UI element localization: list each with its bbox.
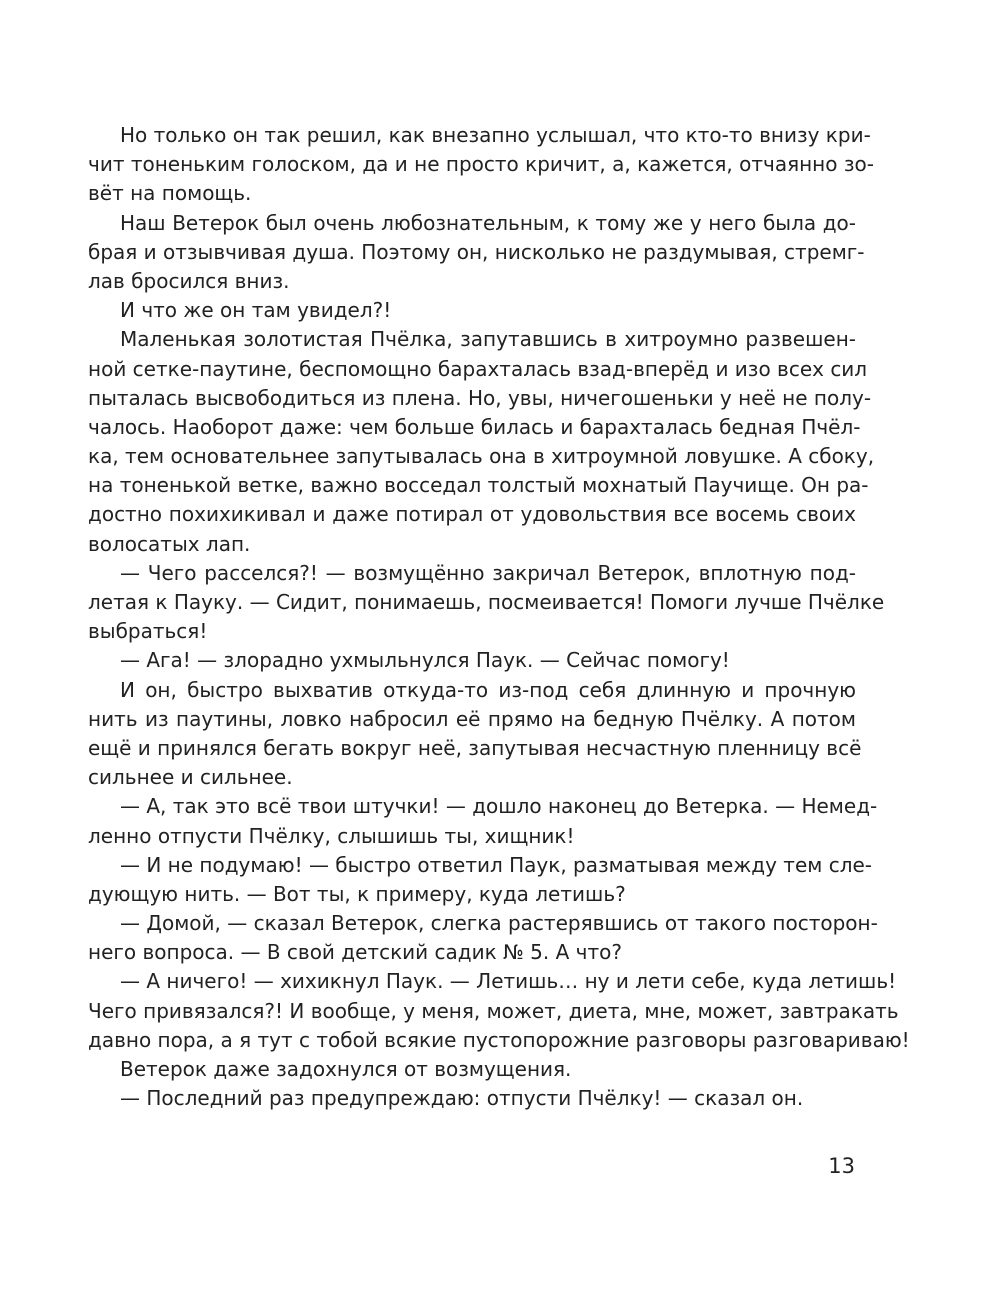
page-number: 13 [828, 1154, 855, 1178]
text-line: вёт на помощь. [88, 181, 252, 206]
text-line: давно пора, а я тут с тобой всякие пустопорожние разговоры разговариваю! [88, 1027, 910, 1052]
text-line: на тоненькой ветке, важно восседал толстый мохнатый Паучище. Он ра- [88, 473, 869, 498]
text-line: — А ничего! — хихикнул Паук. — Летишь… ну и лети себе, куда летишь! [120, 969, 897, 994]
text-line: чит тоненьким голоском, да и не просто кричит, а, кажется, отчаянно зо- [88, 152, 874, 177]
text-line: брая и отзывчивая душа. Поэтому он, нисколько не раздумывая, стремг- [88, 239, 865, 264]
text-line: ленно отпусти Пчёлку, слышишь ты, хищник! [88, 823, 575, 848]
text-line: ещё и принялся бегать вокруг неё, запутывая несчастную пленницу всё [88, 735, 862, 760]
text-line: летая к Пауку. — Сидит, понимаешь, посмеивается! Помоги лучше Пчёлке [88, 590, 885, 614]
text-line: чалось. Наоборот даже: чем больше билась и барахталась бедная Пчёл- [88, 414, 861, 439]
text-line: сильнее и сильнее. [88, 765, 293, 790]
text-line: И что же он там увидел?! [120, 298, 392, 323]
text-line: лав бросился вниз. [88, 268, 290, 293]
page-body [88, 121, 910, 1113]
text-line: — И не подумаю! — быстро ответил Паук, разматывая между тем сле- [120, 852, 872, 877]
text-line: Наш Ветерок был очень любознательным, к тому же у него была до- [120, 210, 856, 235]
text-line: — Домой, — сказал Ветерок, слегка растерявшись от такого посторон- [120, 911, 878, 936]
text-line: — А, так это всё твои штучки! — дошло наконец до Ветерка. — Немед- [120, 794, 878, 819]
text-line: ка, тем основательнее запутывалась она в хитроумной ловушке. А сбоку, [88, 444, 875, 469]
text-line: достно похихикивал и даже потирал от удовольствия все восемь своих [88, 502, 856, 527]
text-line: волосатых лап. [88, 531, 251, 556]
text-line: И он, быстро выхватив откуда-то из-под себя длинную и прочную [120, 677, 856, 702]
text-line: — Ага! — злорадно ухмыльнулся Паук. — Сейчас помогу! [120, 648, 730, 673]
text-line: ной сетке-паутине, беспомощно барахталась взад-вперёд и изо всех сил [88, 356, 868, 381]
text-line: него вопроса. — В свой детский садик № 5. А что? [88, 940, 622, 965]
text-line: Маленькая золотистая Пчёлка, запутавшись в хитроумно развешен- [120, 327, 856, 352]
text-line: Но только он так решил, как внезапно услышал, что кто-то внизу кри- [120, 123, 871, 147]
text-line: нить из паутины, ловко набросил её прямо на бедную Пчёлку. А потом [88, 706, 856, 731]
text-line: Чего привязался?! И вообще, у меня, может, диета, мне, может, завтракать [88, 998, 899, 1023]
text-line: — Чего расселся?! — возмущённо закричал Ветерок, вплотную под- [120, 560, 856, 585]
text-line: Ветерок даже задохнулся от возмущения. [120, 1057, 572, 1081]
text-line: пыталась высвободиться из плена. Но, увы, ничегошеньки у неё не полу- [88, 385, 872, 410]
text-line: — Последний раз предупреждаю: отпусти Пчёлку! — сказал он. [120, 1086, 804, 1111]
text-line: дующую нить. — Вот ты, к примеру, куда летишь? [88, 881, 626, 906]
text-line: выбраться! [88, 619, 208, 644]
